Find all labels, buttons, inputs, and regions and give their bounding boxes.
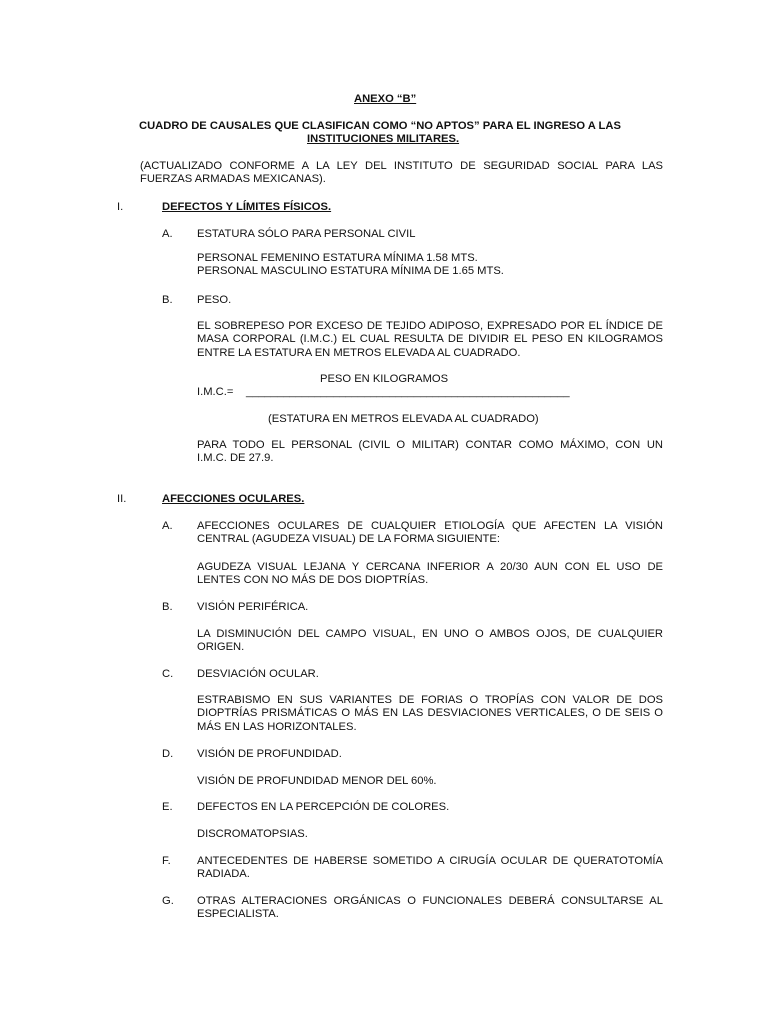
color-perception-text: DISCROMATOPSIAS. — [197, 828, 308, 840]
section-2-a-letter: A. — [162, 520, 173, 532]
weight-description: EL SOBREPESO POR EXCESO DE TEJIDO ADIPOSO, EXPRESADO POR EL ÍNDICE DE MASA CORPORAL (I.M.C.) EL CUAL RESULTA DE DIVIDIR EL PESO EN KILOGRAMOS ENTRE LA ESTATURA EN METROS ELEVADA AL CUADRADO. — [197, 320, 663, 359]
section-1-a-title: ESTATURA SÓLO PARA PERSONAL CIVIL — [197, 228, 416, 240]
section-2-e-title: DEFECTOS EN LA PERCEPCIÓN DE COLORES. — [197, 801, 450, 813]
bmi-limit: PARA TODO EL PERSONAL (CIVIL O MILITAR) CONTAR COMO MÁXIMO, CON UN I.M.C. DE 27.9. — [197, 439, 663, 465]
visual-acuity-text: AGUDEZA VISUAL LEJANA Y CERCANA INFERIOR A 20/30 AUN CON EL USO DE LENTES CON NO MÁS DE DOS DIOPTRÍAS. — [197, 561, 663, 587]
formula-fraction-line: ____________________________________________________ — [246, 386, 570, 398]
section-2-title: AFECCIONES OCULARES. — [162, 493, 305, 505]
section-2-b-letter: B. — [162, 601, 173, 613]
section-2-g-letter: G. — [162, 895, 174, 907]
main-heading-line2: INSTITUCIONES MILITARES. — [307, 133, 460, 145]
height-male: PERSONAL MASCULINO ESTATURA MÍNIMA DE 1.65 MTS. — [197, 265, 504, 277]
section-1-number: I. — [117, 201, 124, 213]
section-2-b-title: VISIÓN PERIFÉRICA. — [197, 601, 309, 613]
section-1-b-letter: B. — [162, 294, 173, 306]
section-2-f-letter: F. — [162, 855, 171, 867]
update-note: (ACTUALIZADO CONFORME A LA LEY DEL INSTITUTO DE SEGURIDAD SOCIAL PARA LAS FUERZAS ARMADAS MEXICANAS). — [140, 160, 663, 186]
annex-title: ANEXO “B” — [354, 93, 417, 105]
section-2-d-letter: D. — [162, 748, 174, 760]
formula-denominator: (ESTATURA EN METROS ELEVADA AL CUADRADO) — [268, 413, 539, 425]
other-alterations-text: OTRAS ALTERACIONES ORGÁNICAS O FUNCIONALES DEBERÁ CONSULTARSE AL ESPECIALISTA. — [197, 895, 663, 921]
strabismus-text: ESTRABISMO EN SUS VARIANTES DE FORIAS O TROPÍAS CON VALOR DE DOS DIOPTRÍAS PRISMÁTICAS O MÁS EN LAS DESVIACIONES VERTICALES, O DE SEIS O MÁS EN LAS HORIZONTALES. — [197, 694, 663, 733]
section-1-a-letter: A. — [162, 228, 173, 240]
section-2-c-title: DESVIACIÓN OCULAR. — [197, 668, 319, 680]
section-2-number: II. — [117, 493, 127, 505]
depth-vision-text: VISIÓN DE PROFUNDIDAD MENOR DEL 60%. — [197, 775, 437, 787]
section-1-title: DEFECTOS Y LÍMITES FÍSICOS. — [162, 201, 332, 213]
section-2-e-letter: E. — [162, 801, 173, 813]
formula-label: I.M.C.= — [197, 386, 234, 398]
section-2-d-title: VISIÓN DE PROFUNDIDAD. — [197, 748, 342, 760]
formula-numerator: PESO EN KILOGRAMOS — [320, 373, 449, 385]
main-heading-line1: CUADRO DE CAUSALES QUE CLASIFICAN COMO “NO APTOS” PARA EL INGRESO A LAS — [139, 120, 621, 132]
keratotomy-text: ANTECEDENTES DE HABERSE SOMETIDO A CIRUGÍA OCULAR DE QUERATOTOMÍA RADIADA. — [197, 855, 663, 881]
section-2-c-letter: C. — [162, 668, 174, 680]
section-2-a-title: AFECCIONES OCULARES DE CUALQUIER ETIOLOGÍA QUE AFECTEN LA VISIÓN CENTRAL (AGUDEZA VISUAL) DE LA FORMA SIGUIENTE: — [197, 520, 663, 546]
height-female: PERSONAL FEMENINO ESTATURA MÍNIMA 1.58 MTS. — [197, 252, 478, 264]
peripheral-vision-text: LA DISMINUCIÓN DEL CAMPO VISUAL, EN UNO O AMBOS OJOS, DE CUALQUIER ORIGEN. — [197, 628, 663, 654]
section-1-b-title: PESO. — [197, 294, 232, 306]
